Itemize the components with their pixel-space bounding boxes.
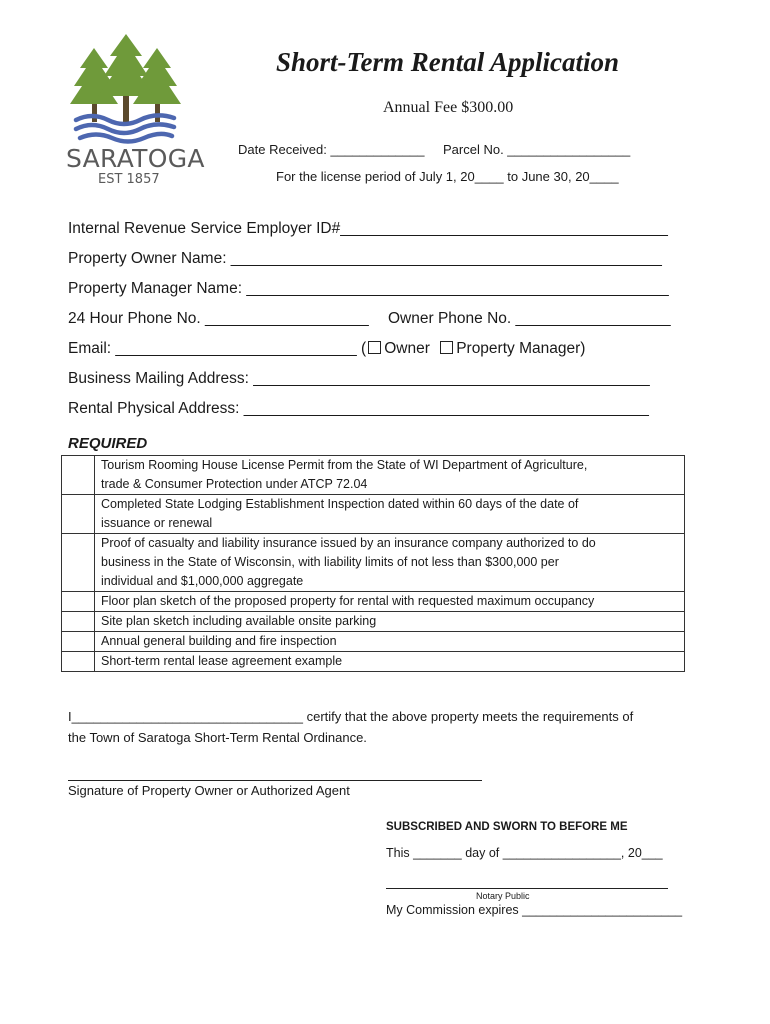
- required-heading: REQUIRED: [68, 435, 148, 452]
- required-item-line: Annual general building and fire inspection: [101, 634, 337, 648]
- manager-name-field: Property Manager Name: _________________________________________________: [68, 280, 669, 297]
- required-item-text: [95, 495, 685, 534]
- required-checkbox-cell: [62, 652, 95, 672]
- email-row: [68, 340, 585, 358]
- required-item-text: [95, 456, 685, 495]
- required-item-line: individual and $1,000,000 aggregate: [101, 574, 304, 588]
- required-item-line: Floor plan sketch of the proposed property for rental with requested maximum occupancy: [101, 594, 595, 608]
- required-item-text: [95, 592, 685, 612]
- required-item-line: business in the State of Wisconsin, with liability limits of not less than $300,000 per: [101, 555, 559, 569]
- required-row: [62, 592, 685, 612]
- logo-name: SARATOGA: [66, 144, 205, 173]
- required-row: [62, 456, 685, 495]
- email-field: Email: ____________________________ (: [68, 340, 367, 357]
- logo-established: EST 1857: [98, 172, 160, 187]
- required-table: [61, 455, 685, 672]
- required-checkbox-cell: [62, 632, 95, 652]
- required-checkbox-cell: [62, 495, 95, 534]
- certify-line-1: I________________________________ certify that the above property meets the requirements of: [68, 709, 634, 724]
- notary-this-day: This _______ day of _________________, 20___: [386, 846, 663, 860]
- required-row: [62, 652, 685, 672]
- required-checkbox-cell: [62, 612, 95, 632]
- required-item-line: Site plan sketch including available onsite parking: [101, 614, 377, 628]
- owner-checkbox-label: Owner: [384, 340, 430, 357]
- commission-expires: My Commission expires _______________________: [386, 903, 683, 917]
- certify-statement: [68, 706, 708, 748]
- required-item-line: Short-term rental lease agreement example: [101, 654, 343, 668]
- required-item-text: [95, 534, 685, 592]
- manager-checkbox-label: Property Manager): [456, 340, 586, 357]
- owner-name-field: Property Owner Name: __________________________________________________: [68, 250, 662, 267]
- required-item-text: [95, 612, 685, 632]
- required-row: [62, 534, 685, 592]
- owner-phone-field: Owner Phone No. __________________: [388, 310, 671, 327]
- required-checkbox-cell: [62, 592, 95, 612]
- notary-signature-line: [386, 888, 668, 889]
- required-item-line: Completed State Lodging Establishment Inspection dated within 60 days of the date of: [101, 497, 579, 511]
- date-received-field: Date Received: _____________: [238, 142, 425, 157]
- manager-checkbox: [440, 341, 453, 354]
- required-item-line: trade & Consumer Protection under ATCP 72.04: [101, 477, 368, 491]
- license-period: For the license period of July 1, 20____ to June 30, 20____: [276, 169, 619, 184]
- signature-label: Signature of Property Owner or Authorized Agent: [68, 783, 350, 798]
- required-item-line: Proof of casualty and liability insurance issued by an insurance company authorized to do: [101, 536, 596, 550]
- required-item-line: Tourism Rooming House License Permit from the State of WI Department of Agriculture,: [101, 458, 588, 472]
- required-item-line: issuance or renewal: [101, 516, 213, 530]
- ein-field: Internal Revenue Service Employer ID#______________________________________: [68, 220, 668, 237]
- notary-public-label: Notary Public: [476, 891, 530, 901]
- required-item-text: [95, 632, 685, 652]
- notary-heading: SUBSCRIBED AND SWORN TO BEFORE ME: [386, 821, 628, 833]
- certify-line-2: the Town of Saratoga Short-Term Rental Ordinance.: [68, 730, 367, 745]
- page-title: Short-Term Rental Application: [276, 47, 620, 77]
- owner-checkbox: [368, 341, 381, 354]
- phone-24-field: 24 Hour Phone No. ___________________: [68, 310, 369, 327]
- mailing-address-field: Business Mailing Address: ______________________________________________: [68, 370, 650, 387]
- required-row: [62, 612, 685, 632]
- physical-address-field: Rental Physical Address: _______________________________________________: [68, 400, 649, 417]
- required-checkbox-cell: [62, 456, 95, 495]
- parcel-no-field: Parcel No. _________________: [443, 142, 631, 157]
- required-row: [62, 495, 685, 534]
- required-item-text: [95, 652, 685, 672]
- annual-fee: Annual Fee $300.00: [383, 99, 514, 116]
- required-row: [62, 632, 685, 652]
- required-checkbox-cell: [62, 534, 95, 592]
- signature-line: [68, 780, 482, 781]
